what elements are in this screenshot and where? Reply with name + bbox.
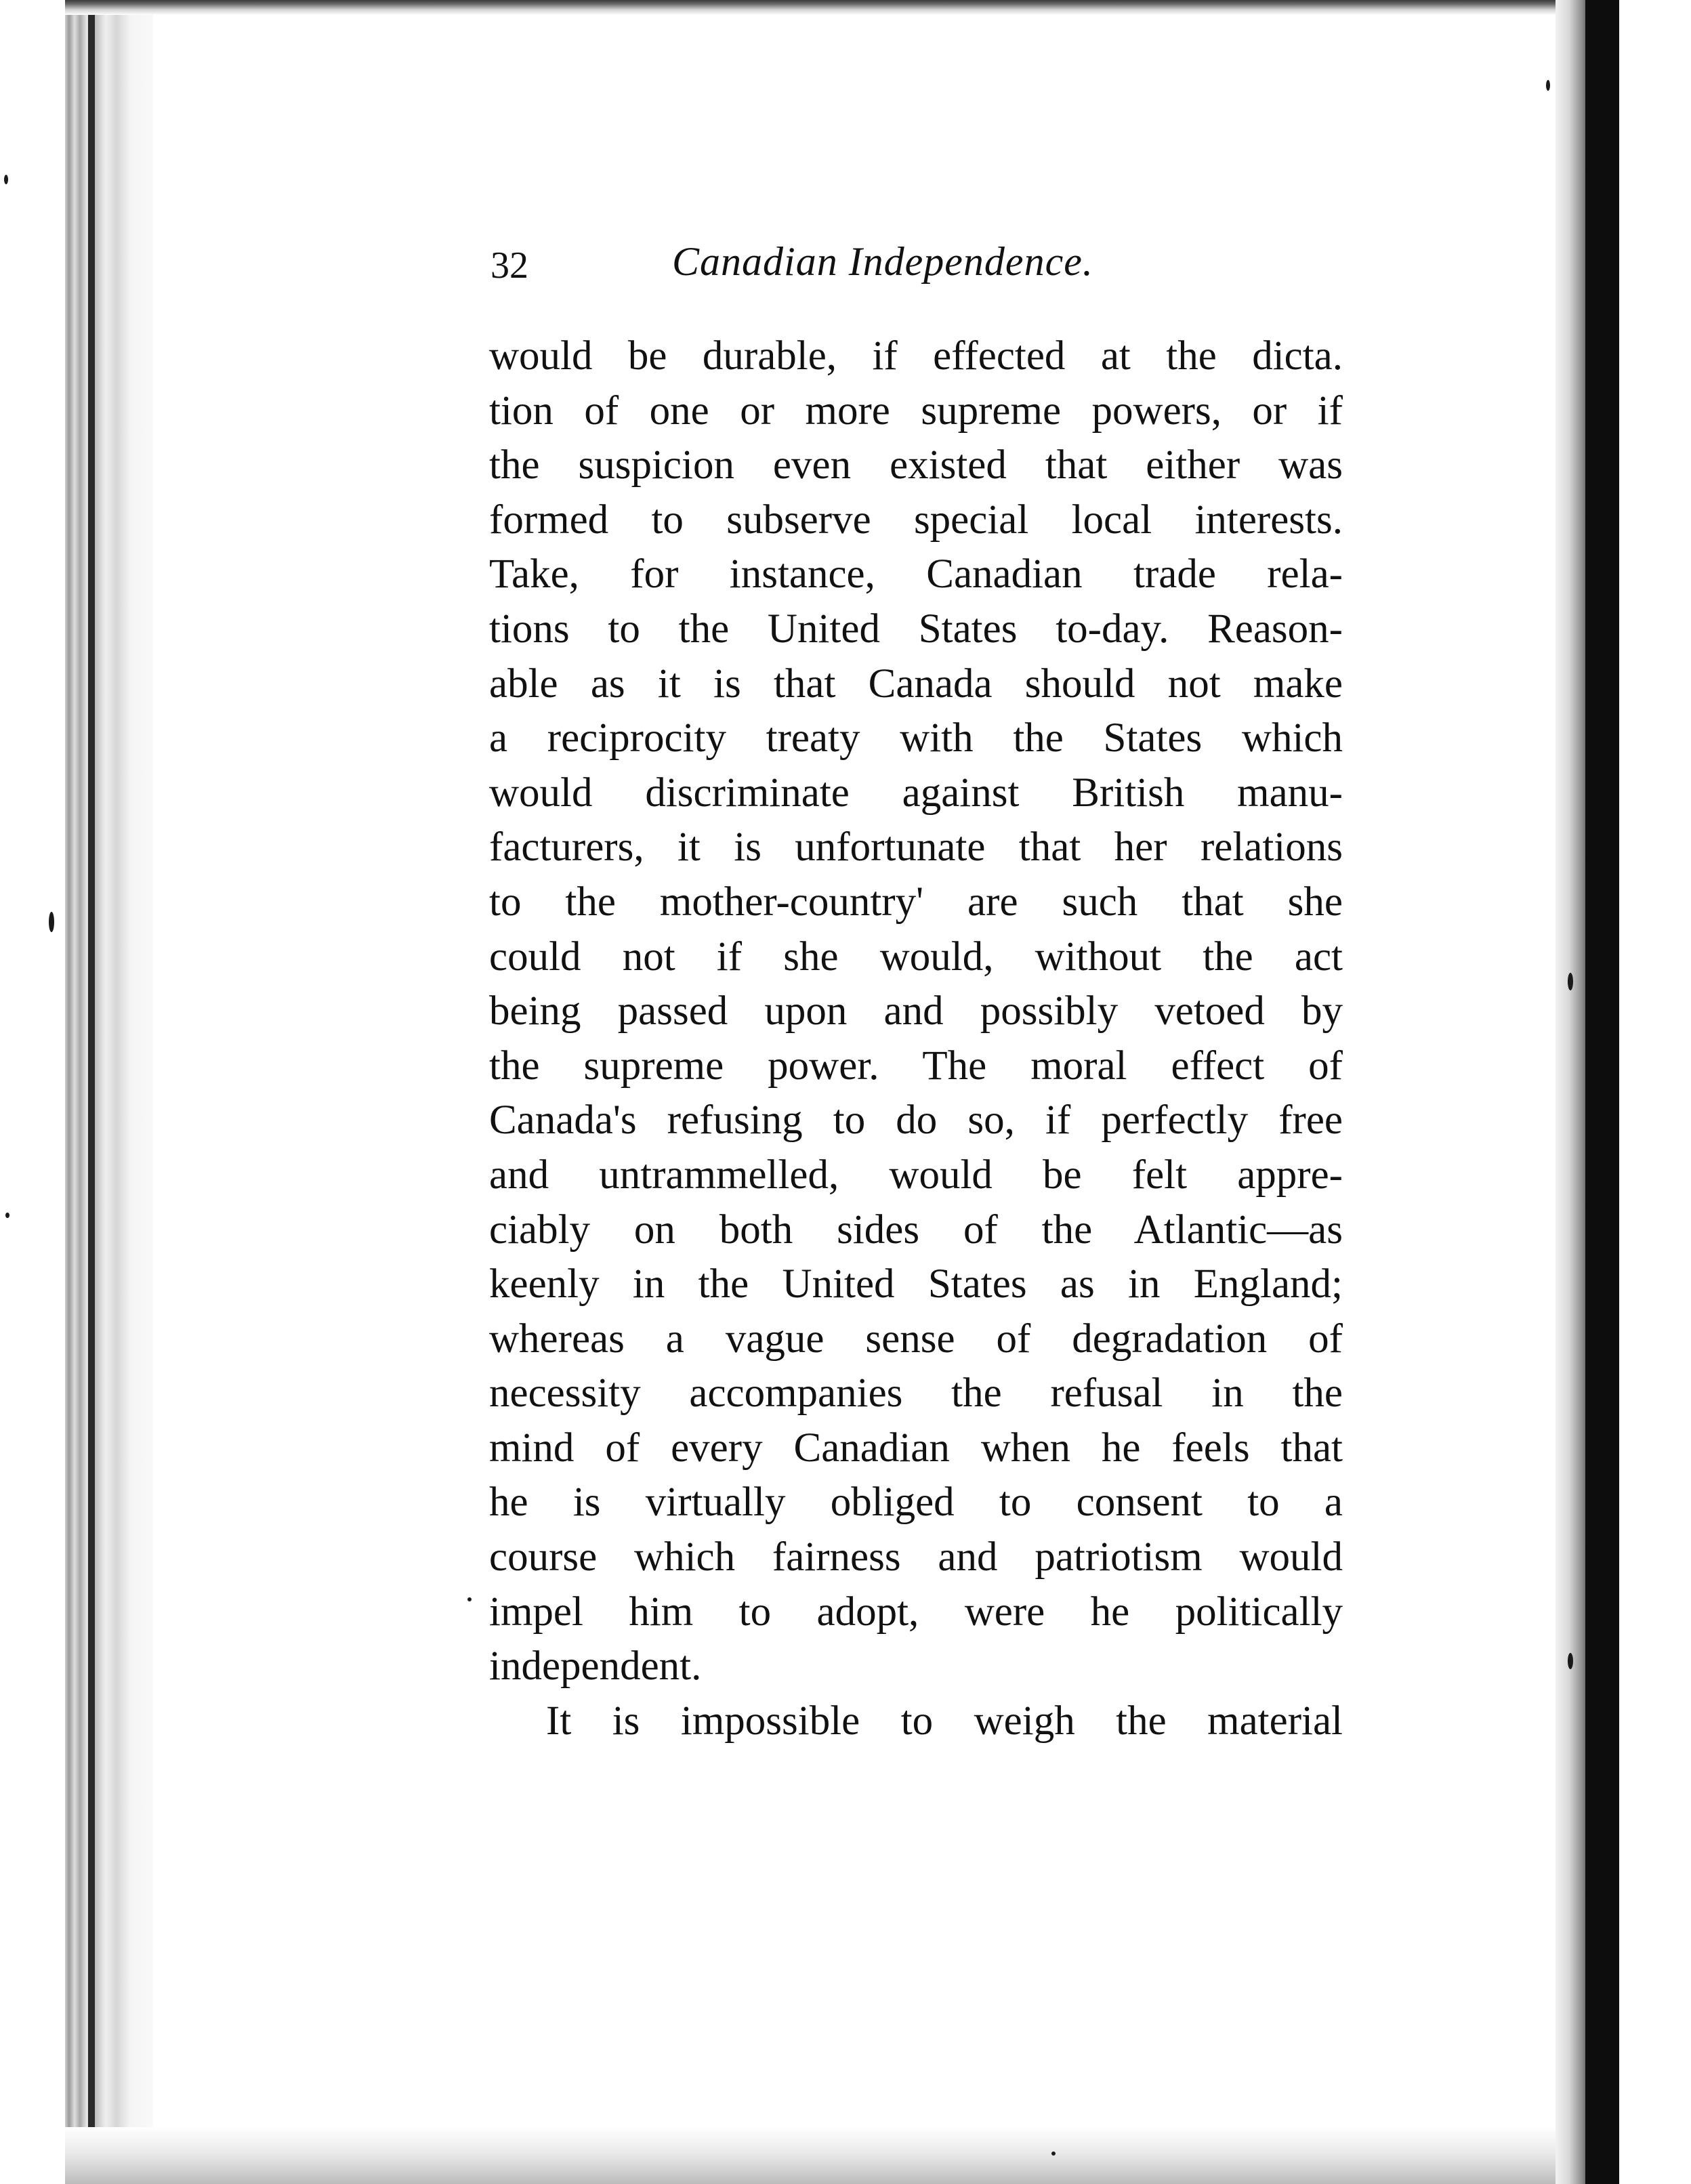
text-line: keenly in the United States as in England; [489, 1261, 1343, 1307]
body-text [489, 329, 1343, 1748]
left-page-edge [65, 0, 153, 2184]
paragraph-start-line: It is impossible to weigh the material [546, 1698, 1343, 1744]
right-margin [1619, 0, 1691, 2184]
bottom-page-edge [65, 2127, 1583, 2184]
text-line: a reciprocity treaty with the States which [489, 715, 1343, 761]
text-line: could not if she would, without the act [489, 933, 1343, 980]
text-line: to the mother-country' are such that she [489, 879, 1343, 925]
text-line: tion of one or more supreme powers, or if [489, 387, 1343, 434]
top-page-edge [65, 0, 1583, 15]
running-title: Canadian Independence. [672, 239, 1093, 284]
text-line: facturers, it is unfortunate that her relations [489, 824, 1343, 870]
text-line: ciably on both sides of the Atlantic—as [489, 1206, 1343, 1253]
page-number: 32 [490, 245, 528, 287]
scan-speck [5, 1213, 9, 1218]
text-line: course which fairness and patriotism would [489, 1534, 1343, 1580]
scan-speck [1568, 1653, 1573, 1669]
text-line: able as it is that Canada should not make [489, 660, 1343, 707]
text-line: whereas a vague sense of degradation of [489, 1316, 1343, 1362]
text-line: impel him to adopt, were he politically [489, 1589, 1343, 1635]
running-header [490, 238, 1371, 299]
text-line: Take, for instance, Canadian trade rela- [489, 551, 1343, 597]
left-gutter-shadow [88, 0, 95, 2184]
text-line: the suspicion even existed that either was [489, 442, 1343, 488]
scan-speck [1546, 80, 1550, 91]
text-line: necessity accompanies the refusal in the [489, 1370, 1343, 1416]
scan-speck [49, 912, 54, 932]
scan-speck [1051, 2151, 1056, 2156]
text-line: being passed upon and possibly vetoed by [489, 988, 1343, 1034]
text-line: tions to the United States to-day. Reason- [489, 606, 1343, 652]
paragraph-end-line: independent. [489, 1643, 702, 1689]
scan-speck [4, 175, 8, 184]
text-line: formed to subserve special local interests. [489, 497, 1343, 543]
right-binding [1585, 0, 1619, 2184]
text-line: would discriminate against British manu- [489, 770, 1343, 816]
scan-speck [1568, 973, 1573, 990]
scan-speck [467, 1597, 472, 1601]
text-line: the supreme power. The moral effect of [489, 1043, 1343, 1089]
text-line: mind of every Canadian when he feels that [489, 1425, 1343, 1471]
text-line: he is virtually obliged to consent to a [489, 1479, 1343, 1526]
text-line: and untrammelled, would be felt appre- [489, 1152, 1343, 1198]
text-line: Canada's refusing to do so, if perfectly free [489, 1097, 1343, 1143]
text-line: would be durable, if effected at the dicta. [489, 333, 1343, 379]
